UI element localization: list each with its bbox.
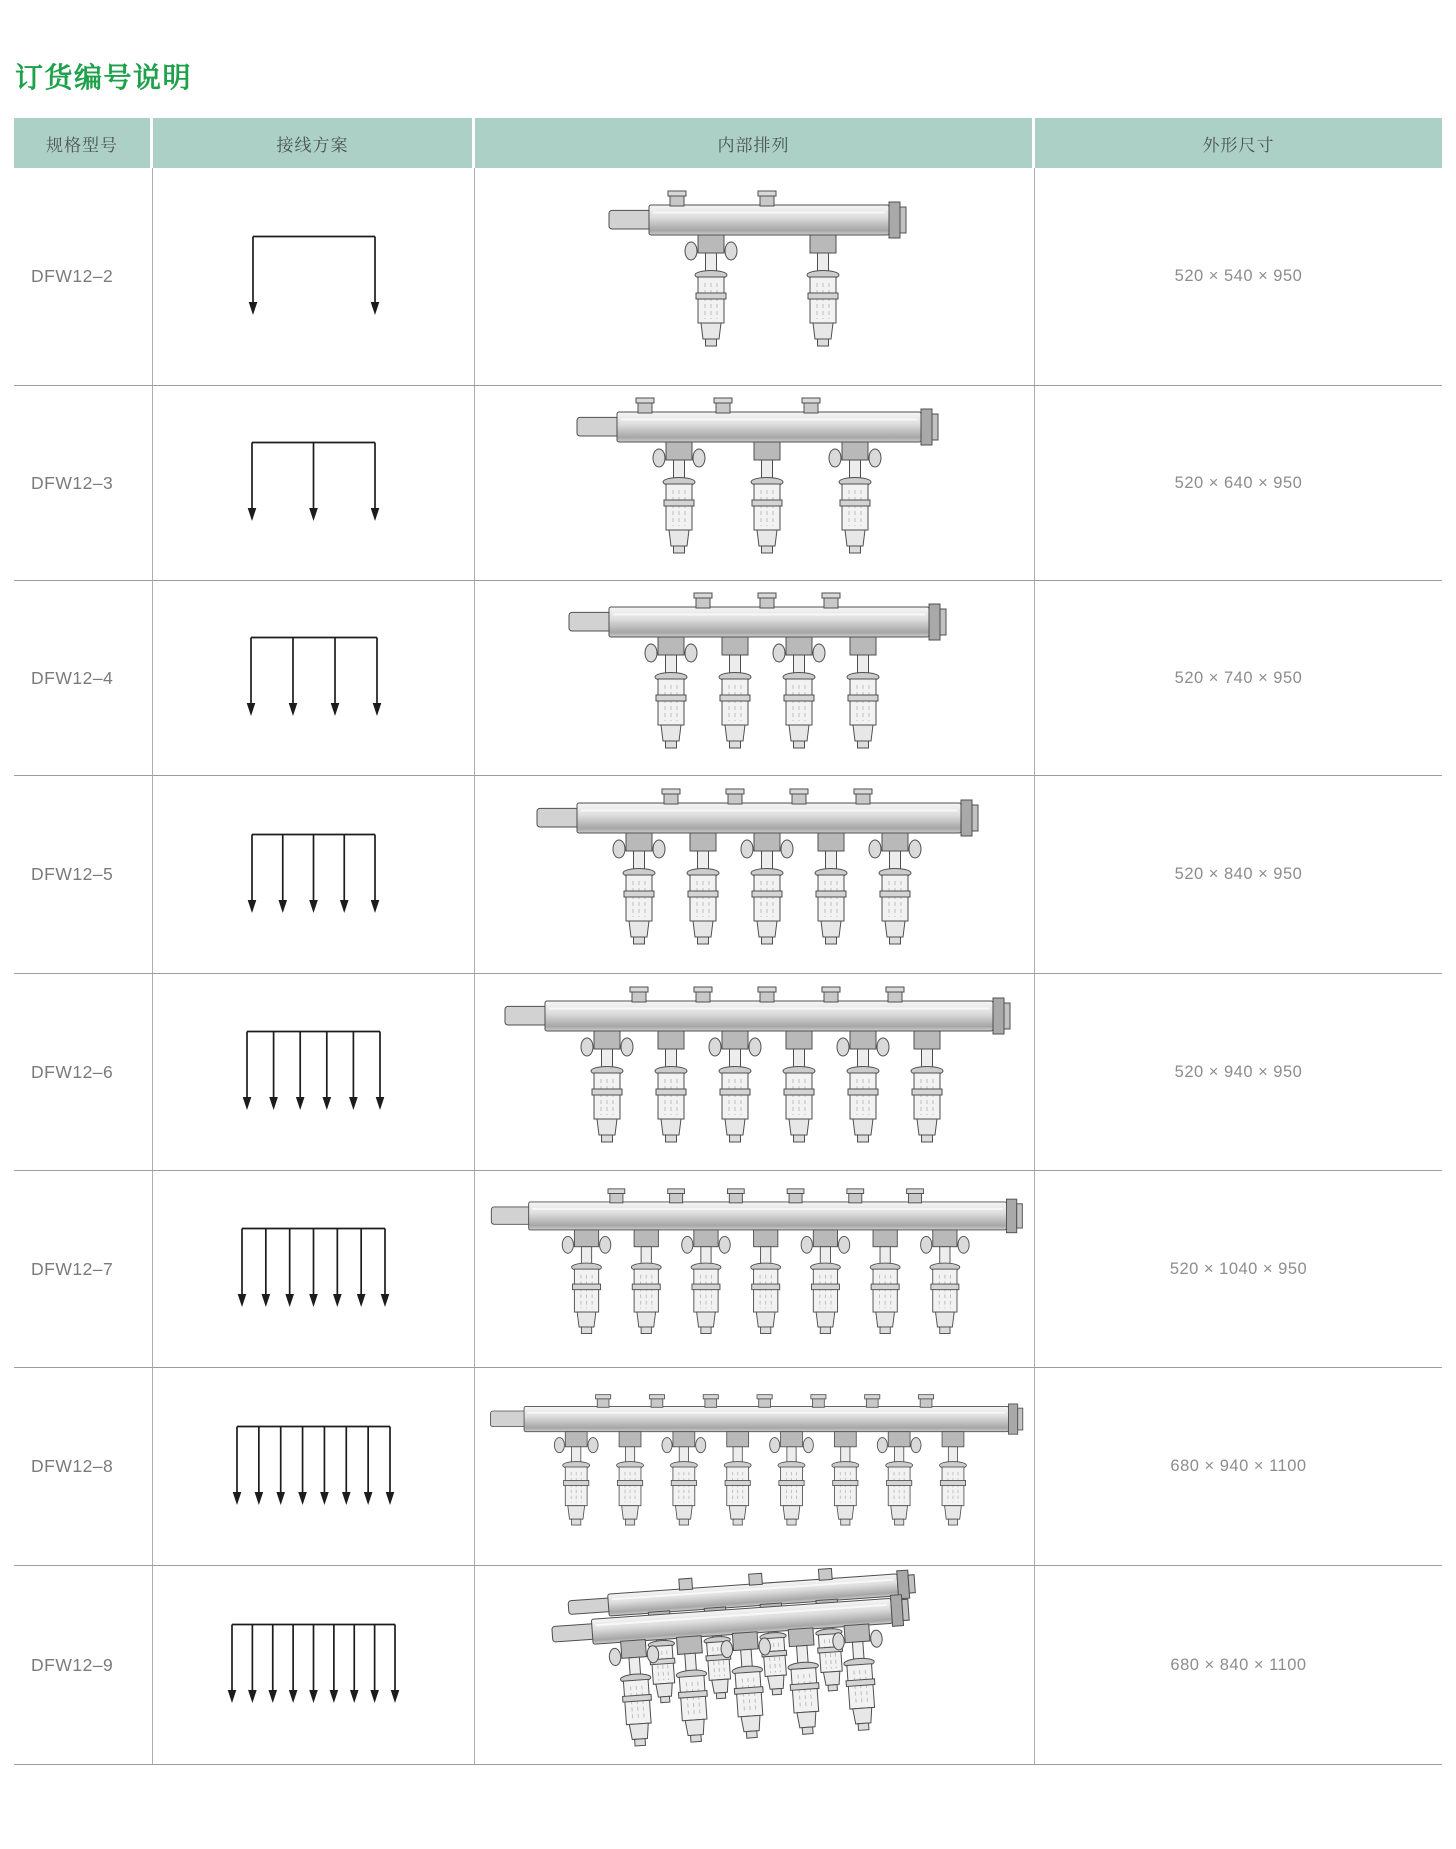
spec-table <box>14 118 1442 1765</box>
wiring-diagram-svg <box>237 1227 390 1311</box>
internal-arrangement-cell <box>475 1368 1035 1565</box>
header-internal-arrangement: 内部排列 <box>475 118 1035 168</box>
internal-arrangement-cell <box>475 974 1035 1170</box>
table-header-row <box>14 118 1442 168</box>
wiring-scheme-cell <box>153 1566 475 1764</box>
table-row <box>14 386 1442 581</box>
table-body <box>14 168 1442 1765</box>
internal-arrangement-drawing <box>482 1393 1027 1540</box>
model-label: DFW12–2 <box>14 168 153 385</box>
model-label: DFW12–7 <box>14 1171 153 1367</box>
table-row <box>14 1171 1442 1368</box>
internal-arrangement-cell <box>475 386 1035 580</box>
internal-arrangement-cell <box>475 776 1035 973</box>
wiring-diagram-svg <box>242 1030 385 1114</box>
table-row <box>14 776 1442 974</box>
internal-arrangement-drawing <box>599 189 911 364</box>
dimensions-value: 520 × 840 × 950 <box>1174 865 1303 883</box>
dimensions-value: 520 × 640 × 950 <box>1174 473 1303 492</box>
wiring-scheme-cell <box>153 1171 475 1367</box>
model-label: DFW12–4 <box>14 581 153 775</box>
table-row <box>14 1566 1442 1765</box>
wiring-diagram-svg <box>248 235 380 319</box>
internal-arrangement-cell <box>475 168 1035 385</box>
table-row <box>14 168 1442 386</box>
wiring-scheme-cell <box>153 386 475 580</box>
internal-arrangement-drawing <box>559 591 951 766</box>
header-model: 规格型号 <box>14 118 153 168</box>
dimensions-value: 520 × 740 × 950 <box>1174 668 1303 687</box>
internal-arrangement-drawing <box>527 787 983 962</box>
internal-arrangement-cell <box>475 1171 1035 1367</box>
wiring-diagram-svg <box>247 441 380 525</box>
model-label: DFW12–5 <box>14 776 153 973</box>
internal-arrangement-drawing <box>567 396 943 571</box>
wiring-scheme-cell <box>153 776 475 973</box>
internal-arrangement-drawing <box>482 1187 1027 1350</box>
dimensions-value: 680 × 940 × 1100 <box>1170 1457 1307 1475</box>
model-label: DFW12–6 <box>14 974 153 1170</box>
wiring-scheme-cell <box>153 1368 475 1565</box>
wiring-diagram-svg <box>246 636 382 720</box>
model-label: DFW12–3 <box>14 386 153 580</box>
table-row <box>14 581 1442 776</box>
page-title: 订货编号说明 <box>15 62 193 93</box>
header-wiring-scheme: 接线方案 <box>153 118 475 168</box>
model-label: DFW12–8 <box>14 1368 153 1565</box>
dimensions-value: 520 × 940 × 950 <box>1174 1062 1303 1081</box>
internal-arrangement-cell <box>475 1566 1035 1764</box>
internal-arrangement-drawing <box>535 1568 975 1763</box>
dimensions-value: 520 × 540 × 950 <box>1174 267 1303 285</box>
dimensions-value: 520 × 1040 × 950 <box>1169 1259 1308 1278</box>
wiring-diagram-svg <box>227 1623 400 1707</box>
header-overall-dimensions: 外形尺寸 <box>1035 118 1442 168</box>
internal-arrangement-cell <box>475 581 1035 775</box>
wiring-scheme-cell <box>153 168 475 385</box>
wiring-diagram-svg <box>247 833 380 917</box>
table-row <box>14 1368 1442 1566</box>
wiring-scheme-cell <box>153 974 475 1170</box>
internal-arrangement-drawing <box>495 985 1015 1160</box>
dimensions-value: 680 × 840 × 1100 <box>1170 1655 1307 1674</box>
wiring-diagram-svg <box>232 1425 395 1509</box>
model-label: DFW12–9 <box>14 1566 153 1764</box>
wiring-scheme-cell <box>153 581 475 775</box>
table-row <box>14 974 1442 1171</box>
